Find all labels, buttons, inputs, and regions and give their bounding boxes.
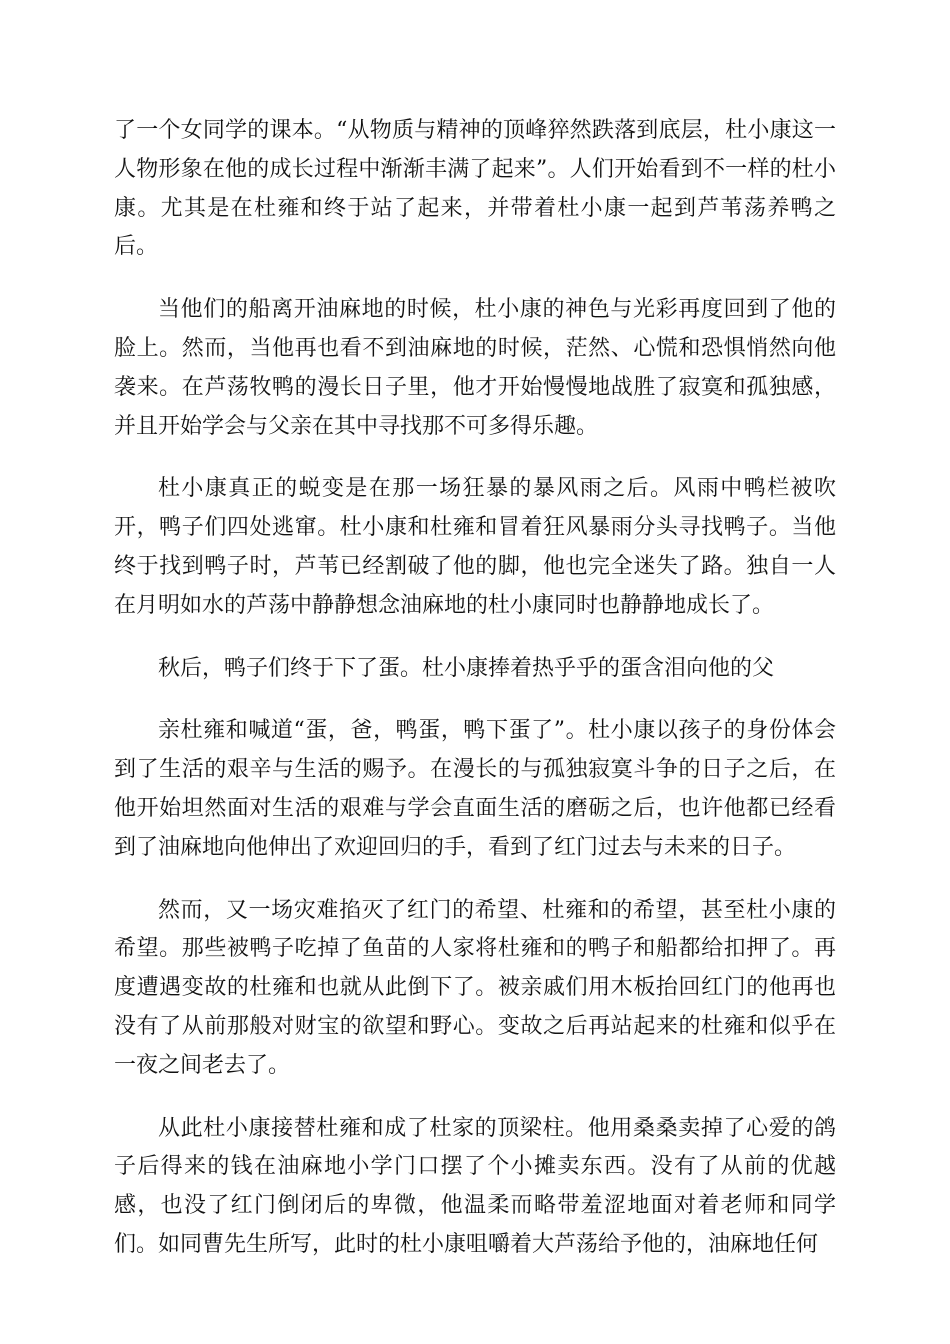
- paragraph-1: 了一个女同学的课本。“从物质与精神的顶峰猝然跌落到底层，杜小康这一人物形象在他的成长过程中渐渐丰满了起来”。人们开始看到不一样的杜小康。尤其是在杜雍和终于站了起来，并带着杜小康一起到芦苇荡养鸭之后。: [114, 118, 836, 260]
- paragraph-7: 从此杜小康接替杜雍和成了杜家的顶梁柱。他用桑桑卖掉了心爱的鸽子后得来的钱在油麻地小学门口摆了个小摊卖东西。没有了从前的优越感，也没了红门倒闭后的卑微，他温柔而略带羞涩地面对着老师和同学们。如同曹先生所写，此时的杜小康咀嚼着大芦荡给予他的，油麻地任何: [114, 1115, 836, 1257]
- paragraph-5: 亲杜雍和喊道“蛋，爸，鸭蛋，鸭下蛋了”。杜小康以孩子的身份体会到了生活的艰辛与生活的赐予。在漫长的与孤独寂寞斗争的日子之后，在他开始坦然面对生活的艰难与学会直面生活的磨砺之后，也许他都已经看到了油麻地向他伸出了欢迎回归的手，看到了红门过去与未来的日子。: [114, 718, 836, 860]
- paragraph-6: 然而，又一场灾难掐灭了红门的希望、杜雍和的希望，甚至杜小康的希望。那些被鸭子吃掉了鱼苗的人家将杜雍和的鸭子和船都给扣押了。再度遭遇变故的杜雍和也就从此倒下了。被亲戚们用木板抬回红门的他再也没有了从前那般对财宝的欲望和野心。变故之后再站起来的杜雍和似乎在一夜之间老去了。: [114, 897, 836, 1078]
- paragraph-3: 杜小康真正的蜕变是在那一场狂暴的暴风雨之后。风雨中鸭栏被吹开，鸭子们四处逃窜。杜小康和杜雍和冒着狂风暴雨分头寻找鸭子。当他终于找到鸭子时，芦苇已经割破了他的脚，他也完全迷失了路。独自一人在月明如水的芦荡中静静想念油麻地的杜小康同时也静静地成长了。: [114, 476, 836, 618]
- paragraph-4: 秋后，鸭子们终于下了蛋。杜小康捧着热乎乎的蛋含泪向他的父: [158, 655, 775, 681]
- paragraph-2: 当他们的船离开油麻地的时候，杜小康的神色与光彩再度回到了他的脸上。然而，当他再也看不到油麻地的时候，茫然、心慌和恐惧悄然向他袭来。在芦荡牧鸭的漫长日子里，他才开始慢慢地战胜了寂寞和孤独感，并且开始学会与父亲在其中寻找那不可多得乐趣。: [114, 297, 836, 439]
- document-page: [114, 112, 836, 1289]
